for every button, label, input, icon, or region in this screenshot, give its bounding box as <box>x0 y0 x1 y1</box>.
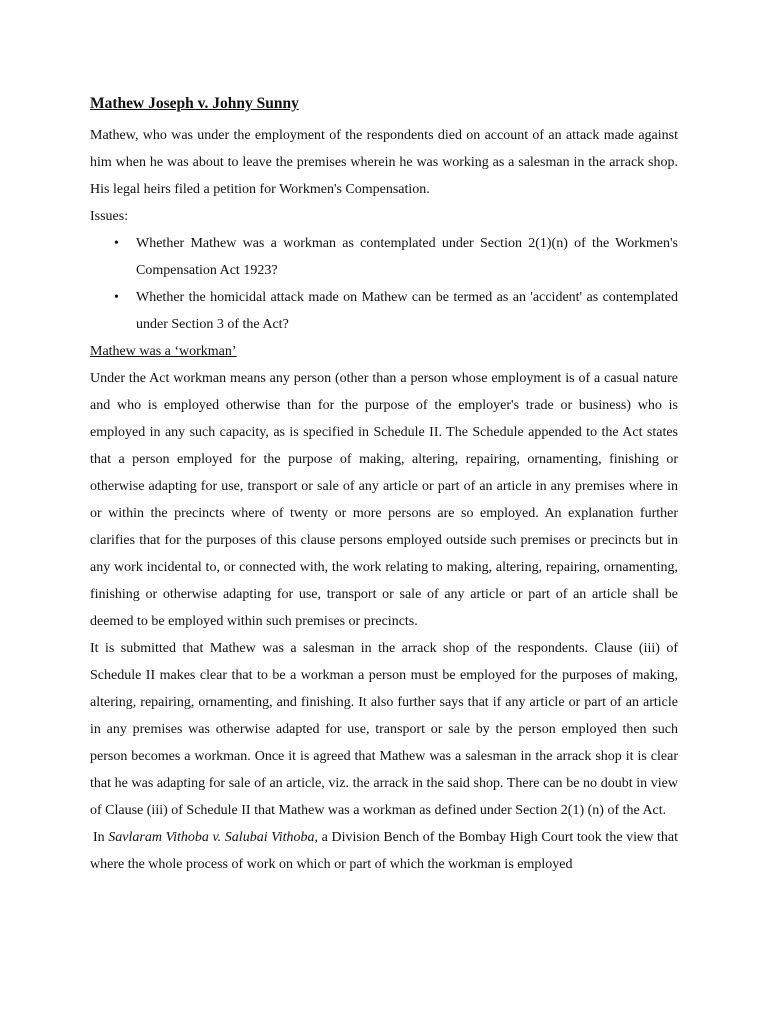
section-subheading: Mathew was a ‘workman’ <box>90 344 237 359</box>
issue-text: Whether Mathew was a workman as contemplated under Section 2(1)(n) of the Workmen's Compensation Act 1923? <box>136 236 678 278</box>
issues-label: Issues: <box>90 209 129 224</box>
definition-paragraph: Under the Act workman means any person (other than a person whose employment is of a casual nature and who is employed otherwise than for the purpose of the employer's trade or business) who is employed in any such capacity, as is specified in Schedule II. The Schedule appended to the Act states that a person employed for the purpose of making, altering, repairing, ornamenting, finishing or otherwise adapting for use, transport or sale of any article or part of an article in any premises where in or within the precincts where of twenty or more persons are so employed. An explanation further clarifies that for the purposes of this clause persons employed outside such premises or precincts but in any work incidental to, or connected with, the work relating to making, altering, repairing, ornamenting, finishing or otherwise adapting for use, transport or sale of any article or part of an article shall be deemed to be employed within such premises or precincts. <box>90 371 678 629</box>
case-name: Savlaram Vithoba v. Salubai Vithoba <box>108 830 315 845</box>
document-title: Mathew Joseph v. Johny Sunny <box>90 95 299 112</box>
document-body <box>90 92 678 878</box>
issue-item <box>90 284 678 338</box>
issue-text: Whether the homicidal attack made on Mathew can be termed as an 'accident' as contemplated under Section 3 of the Act? <box>136 290 678 332</box>
issue-item <box>90 230 678 284</box>
case-text: , a Division Bench of the Bombay High Court took the view that where the whole process of work on which or part of which the workman is employed <box>90 830 678 872</box>
bullet-icon: • <box>114 290 119 305</box>
issues-list <box>90 230 678 338</box>
case-paragraph <box>90 824 678 878</box>
bullet-icon: • <box>114 236 119 251</box>
intro-paragraph: Mathew, who was under the employment of the respondents died on account of an attack made against him when he was about to leave the premises wherein he was working as a salesman in the arrack shop. His legal heirs filed a petition for Workmen's Compensation. <box>90 128 678 197</box>
submission-paragraph: It is submitted that Mathew was a salesman in the arrack shop of the respondents. Clause (iii) of Schedule II makes clear that to be a workman a person must be employed for the purposes of making, altering, repairing, ornamenting, and finishing. It also further says that if any article or part of an article in any premises was otherwise adapted for use, transport or sale by the person employed then such person becomes a workman. Once it is agreed that Mathew was a salesman in the arrack shop it is clear that he was adapting for sale of an article, viz. the arrack in the said shop. There can be no doubt in view of Clause (iii) of Schedule II that Mathew was a workman as defined under Section 2(1) (n) of the Act. <box>90 641 678 818</box>
case-prefix: In <box>93 830 109 845</box>
